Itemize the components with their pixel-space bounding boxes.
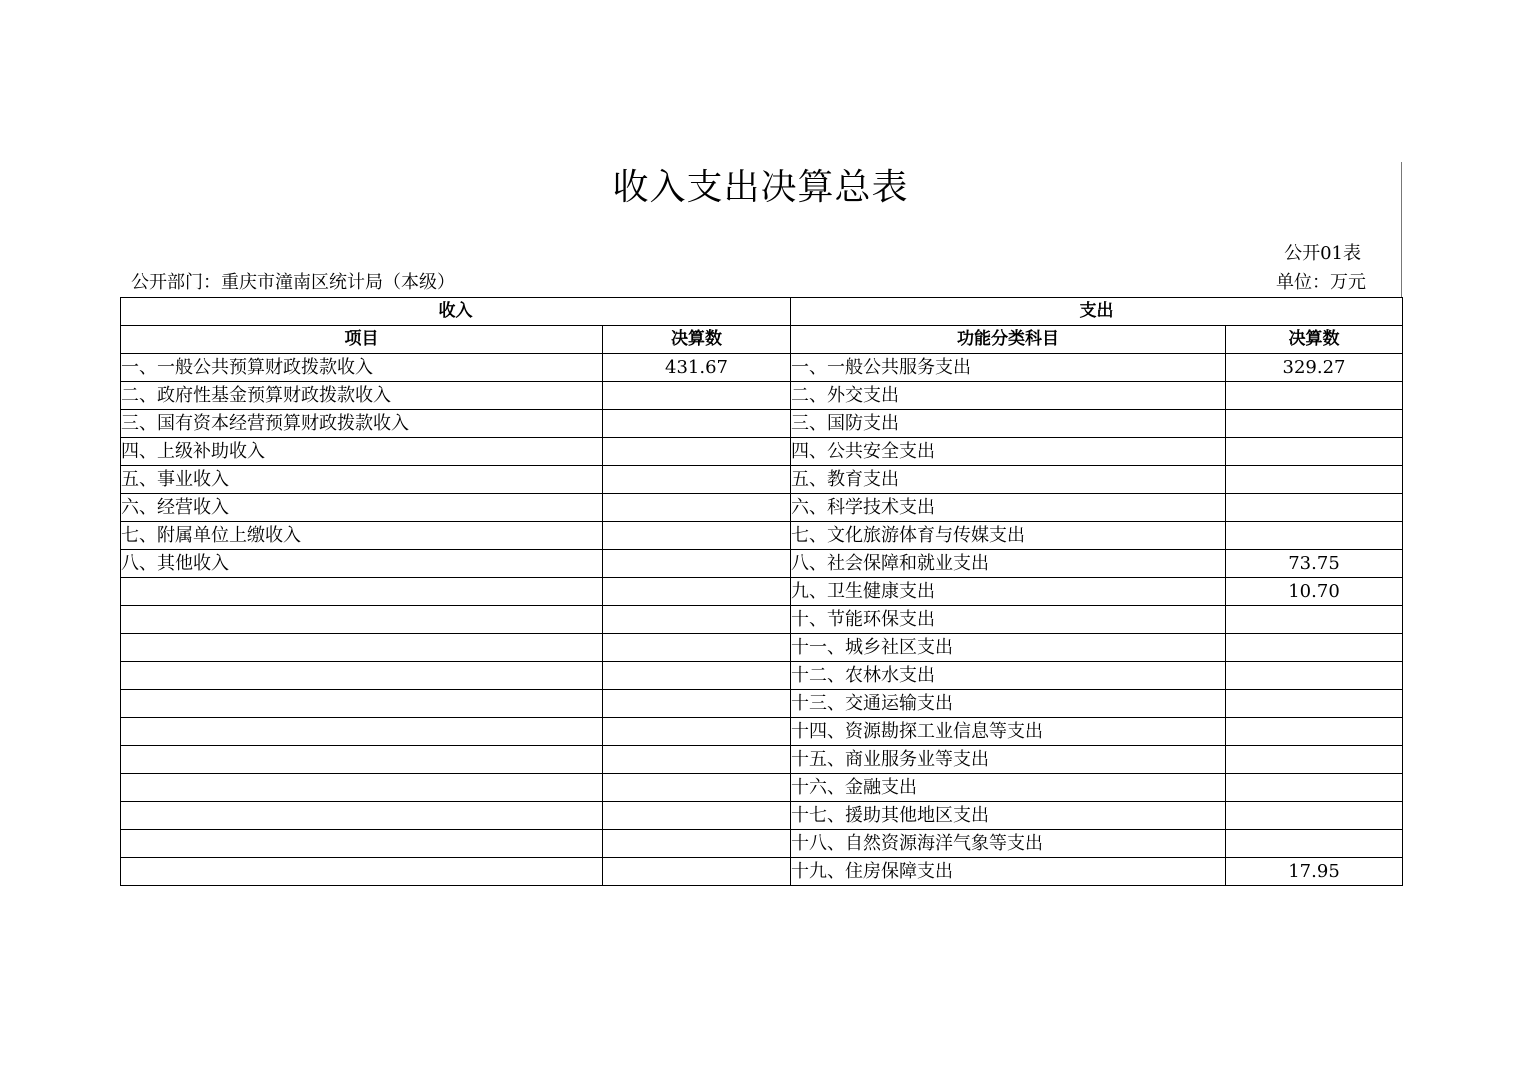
expense-item-cell: 十、节能环保支出 xyxy=(791,606,1226,634)
expense-amount-cell xyxy=(1226,774,1403,802)
expense-amount-cell xyxy=(1226,522,1403,550)
income-amount-cell xyxy=(603,466,791,494)
income-amount-cell xyxy=(603,410,791,438)
expense-item-cell: 十七、援助其他地区支出 xyxy=(791,802,1226,830)
income-amount-cell xyxy=(603,382,791,410)
income-item-cell xyxy=(121,718,603,746)
table-row xyxy=(121,830,1403,858)
table-row xyxy=(121,438,1403,466)
expense-amount-cell xyxy=(1226,382,1403,410)
expense-item-cell: 十二、农林水支出 xyxy=(791,662,1226,690)
table-row xyxy=(121,382,1403,410)
expense-item-cell: 十三、交通运输支出 xyxy=(791,690,1226,718)
expense-item-cell: 三、国防支出 xyxy=(791,410,1226,438)
income-item-cell xyxy=(121,578,603,606)
table-row xyxy=(121,662,1403,690)
table-row xyxy=(121,634,1403,662)
income-item-cell: 七、附属单位上缴收入 xyxy=(121,522,603,550)
income-item-cell xyxy=(121,774,603,802)
table-row xyxy=(121,690,1403,718)
table-row xyxy=(121,578,1403,606)
expense-item-cell: 十八、自然资源海洋气象等支出 xyxy=(791,830,1226,858)
table-row xyxy=(121,410,1403,438)
expense-amount-cell xyxy=(1226,802,1403,830)
income-item-cell: 三、国有资本经营预算财政拨款收入 xyxy=(121,410,603,438)
expense-item-cell: 十六、金融支出 xyxy=(791,774,1226,802)
table-row xyxy=(121,746,1403,774)
income-amount-cell xyxy=(603,690,791,718)
department-label: 公开部门：重庆市潼南区统计局（本级） xyxy=(131,272,455,293)
income-amount-cell xyxy=(603,802,791,830)
income-amount-cell xyxy=(603,830,791,858)
table-column-header-row xyxy=(121,326,1403,354)
expense-amount-cell: 10.70 xyxy=(1226,578,1403,606)
expense-amount-cell xyxy=(1226,410,1403,438)
income-amount-cell xyxy=(603,438,791,466)
income-item-cell xyxy=(121,858,603,886)
summary-table xyxy=(120,297,1403,886)
table-row xyxy=(121,774,1403,802)
expense-item-cell: 十五、商业服务业等支出 xyxy=(791,746,1226,774)
expense-item-cell: 十九、住房保障支出 xyxy=(791,858,1226,886)
expense-amount-cell: 329.27 xyxy=(1226,354,1403,382)
income-group-header: 收入 xyxy=(121,298,791,326)
income-item-header: 项目 xyxy=(121,326,603,354)
income-item-cell xyxy=(121,662,603,690)
income-amount-cell xyxy=(603,578,791,606)
income-amount-cell xyxy=(603,522,791,550)
expense-item-cell: 十一、城乡社区支出 xyxy=(791,634,1226,662)
income-amount-cell xyxy=(603,718,791,746)
income-amount-cell xyxy=(603,494,791,522)
table-row xyxy=(121,522,1403,550)
income-amount-cell xyxy=(603,746,791,774)
expense-amount-cell xyxy=(1226,690,1403,718)
expense-item-cell: 八、社会保障和就业支出 xyxy=(791,550,1226,578)
income-amount-cell xyxy=(603,550,791,578)
income-amount-cell xyxy=(603,662,791,690)
income-item-cell xyxy=(121,606,603,634)
expense-amount-cell xyxy=(1226,830,1403,858)
income-item-cell: 一、一般公共预算财政拨款收入 xyxy=(121,354,603,382)
income-item-cell xyxy=(121,802,603,830)
table-group-header-row xyxy=(121,298,1403,326)
expense-item-cell: 十四、资源勘探工业信息等支出 xyxy=(791,718,1226,746)
table-row xyxy=(121,802,1403,830)
table-row xyxy=(121,354,1403,382)
expense-item-cell: 四、公共安全支出 xyxy=(791,438,1226,466)
expense-item-cell: 七、文化旅游体育与传媒支出 xyxy=(791,522,1226,550)
expense-item-cell: 五、教育支出 xyxy=(791,466,1226,494)
expense-amount-cell xyxy=(1226,746,1403,774)
table-row xyxy=(121,466,1403,494)
expense-amount-header: 决算数 xyxy=(1226,326,1403,354)
expense-amount-cell xyxy=(1226,718,1403,746)
table-row xyxy=(121,858,1403,886)
expense-item-cell: 一、一般公共服务支出 xyxy=(791,354,1226,382)
income-amount-cell: 431.67 xyxy=(603,354,791,382)
income-item-cell: 四、上级补助收入 xyxy=(121,438,603,466)
income-amount-cell xyxy=(603,858,791,886)
table-body xyxy=(121,354,1403,886)
table-row xyxy=(121,718,1403,746)
table-row xyxy=(121,494,1403,522)
expense-amount-cell xyxy=(1226,494,1403,522)
income-item-cell: 六、经营收入 xyxy=(121,494,603,522)
income-amount-cell xyxy=(603,774,791,802)
income-amount-header: 决算数 xyxy=(603,326,791,354)
income-item-cell: 二、政府性基金预算财政拨款收入 xyxy=(121,382,603,410)
income-item-cell xyxy=(121,690,603,718)
page-title: 收入支出决算总表 xyxy=(612,167,909,208)
expense-item-cell: 六、科学技术支出 xyxy=(791,494,1226,522)
unit-label: 单位：万元 xyxy=(1276,272,1366,293)
expense-group-header: 支出 xyxy=(791,298,1403,326)
table-row xyxy=(121,550,1403,578)
table-row xyxy=(121,606,1403,634)
expense-amount-cell xyxy=(1226,662,1403,690)
income-item-cell xyxy=(121,830,603,858)
income-item-cell xyxy=(121,634,603,662)
function-subject-header: 功能分类科目 xyxy=(791,326,1226,354)
expense-item-cell: 二、外交支出 xyxy=(791,382,1226,410)
income-amount-cell xyxy=(603,606,791,634)
income-item-cell: 五、事业收入 xyxy=(121,466,603,494)
expense-amount-cell xyxy=(1226,466,1403,494)
expense-amount-cell xyxy=(1226,634,1403,662)
income-amount-cell xyxy=(603,634,791,662)
right-border-line xyxy=(1401,162,1402,298)
form-number: 公开01表 xyxy=(1284,243,1361,264)
expense-amount-cell: 73.75 xyxy=(1226,550,1403,578)
income-item-cell: 八、其他收入 xyxy=(121,550,603,578)
expense-amount-cell xyxy=(1226,606,1403,634)
expense-item-cell: 九、卫生健康支出 xyxy=(791,578,1226,606)
income-item-cell xyxy=(121,746,603,774)
expense-amount-cell xyxy=(1226,438,1403,466)
expense-amount-cell: 17.95 xyxy=(1226,858,1403,886)
